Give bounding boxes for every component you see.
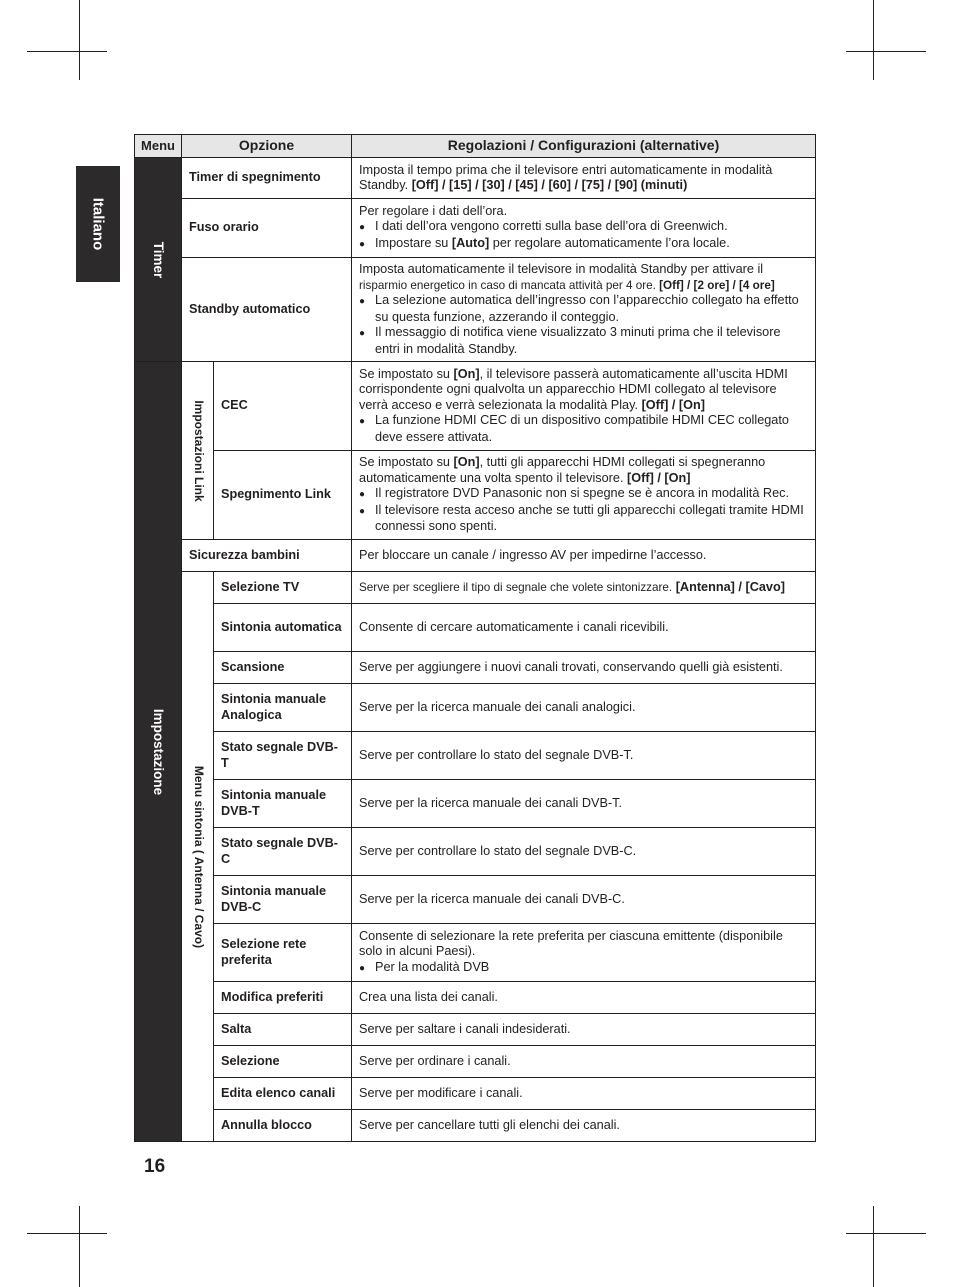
table-row <box>135 828 816 876</box>
table-row <box>135 199 816 258</box>
table-row <box>135 158 816 199</box>
table-row <box>135 652 816 684</box>
table-row <box>135 1046 816 1078</box>
group-setup: Impostazione <box>135 362 182 1142</box>
table-header-row <box>135 135 816 158</box>
option-desc: Serve per cancellare tutti gli elenchi dei canali. <box>352 1110 816 1142</box>
table-row <box>135 1110 816 1142</box>
option-name: Salta <box>214 1014 352 1046</box>
option-name: Scansione <box>214 652 352 684</box>
option-name: Sintonia manuale DVB-T <box>214 780 352 828</box>
option-name: Modifica preferiti <box>214 982 352 1014</box>
table-row <box>135 876 816 924</box>
option-name: Selezione rete preferita <box>214 924 352 982</box>
crop-mark <box>27 51 107 52</box>
crop-mark <box>873 1206 874 1287</box>
option-name: Sintonia automatica <box>214 604 352 652</box>
table-row <box>135 572 816 604</box>
option-desc: Imposta automaticamente il televisore in modalità Standby per attivare il risparmio energetico in caso di mancata attività per 4 ore. [Off] / [2 ore] / [4 ore] ● La selezione automatica dell’ingresso con l’apparecchio collegato ha effetto su questa funzione, azzerando il conteggio. ● Il messaggio di notifica viene visualizzato 3 minuti prima che il televisore entri in modalità Standby. <box>352 258 816 362</box>
option-desc: Serve per scegliere il tipo di segnale che volete sintonizzare. [Antenna] / [Cavo] <box>352 572 816 604</box>
crop-mark <box>846 51 926 52</box>
table-row <box>135 684 816 732</box>
subgroup-tuning: Menu sintonia ( Antenna / Cavo) <box>182 572 214 1142</box>
option-name: Annulla blocco <box>214 1110 352 1142</box>
header-settings: Regolazioni / Configurazioni (alternative) <box>352 135 816 158</box>
header-menu: Menu <box>135 135 182 158</box>
option-desc: Serve per controllare lo stato del segnale DVB-T. <box>352 732 816 780</box>
option-desc: Serve per saltare i canali indesiderati. <box>352 1014 816 1046</box>
option-desc: Consente di cercare automaticamente i canali ricevibili. <box>352 604 816 652</box>
table-row <box>135 1014 816 1046</box>
crop-mark <box>79 0 80 80</box>
option-desc: Crea una lista dei canali. <box>352 982 816 1014</box>
header-option: Opzione <box>182 135 352 158</box>
option-desc: Serve per ordinare i canali. <box>352 1046 816 1078</box>
language-tab <box>76 166 120 282</box>
option-name: Sintonia manuale Analogica <box>214 684 352 732</box>
table-row <box>135 540 816 572</box>
table-row <box>135 982 816 1014</box>
settings-table <box>134 134 816 1142</box>
crop-mark <box>873 0 874 80</box>
option-name: Sintonia manuale DVB-C <box>214 876 352 924</box>
option-desc: Se impostato su [On], tutti gli apparecchi HDMI collegati si spegneranno automaticamente una volta spento il televisore. [Off] / [On] ● Il registratore DVD Panasonic non si spegne se è ancora in modalità Rec. ● Il televisore resta acceso anche se tutti gli apparecchi collegati tramite HDMI connessi sono spenti. <box>352 451 816 540</box>
subgroup-link: Impostazioni Link <box>182 362 214 540</box>
option-desc: Per regolare i dati dell’ora. ● I dati dell’ora vengono corretti sulla base dell’ora di Greenwich. ● Impostare su [Auto] per regolare automaticamente l’ora locale. <box>352 199 816 258</box>
crop-mark <box>27 1233 107 1234</box>
page-number: 16 <box>144 1156 166 1177</box>
option-name: Selezione <box>214 1046 352 1078</box>
table-row <box>135 362 816 451</box>
option-name: Fuso orario <box>182 199 352 258</box>
option-name: Selezione TV <box>214 572 352 604</box>
option-desc: Se impostato su [On], il televisore passerà automaticamente all’uscita HDMI corrispondente ogni qualvolta un apparecchio HDMI collegato al televisore verrà acceso e verrà selezionata la modalità Play. [Off] / [On] ● La funzione HDMI CEC di un dispositivo compatibile HDMI CEC collegato deve essere attivata. <box>352 362 816 451</box>
option-name: Stato segnale DVB-T <box>214 732 352 780</box>
table-row <box>135 780 816 828</box>
option-name: Standby automatico <box>182 258 352 362</box>
option-desc: Serve per la ricerca manuale dei canali DVB-C. <box>352 876 816 924</box>
table-row <box>135 258 816 362</box>
table-row <box>135 451 816 540</box>
language-label: Italiano <box>89 197 107 251</box>
option-desc: Serve per la ricerca manuale dei canali DVB-T. <box>352 780 816 828</box>
table-row <box>135 732 816 780</box>
option-name: Spegnimento Link <box>214 451 352 540</box>
option-desc: Serve per aggiungere i nuovi canali trovati, conservando quelli già esistenti. <box>352 652 816 684</box>
crop-mark <box>846 1233 926 1234</box>
option-name: Sicurezza bambini <box>182 540 352 572</box>
table-row <box>135 924 816 982</box>
option-desc: Per bloccare un canale / ingresso AV per impedirne l’accesso. <box>352 540 816 572</box>
option-name: Stato segnale DVB-C <box>214 828 352 876</box>
option-desc: Imposta il tempo prima che il televisore entri automaticamente in modalità Standby. [Off] / [15] / [30] / [45] / [60] / [75] / [90] (minuti) <box>352 158 816 199</box>
option-desc: Serve per controllare lo stato del segnale DVB-C. <box>352 828 816 876</box>
option-name: Timer di spegnimento <box>182 158 352 199</box>
option-name: Edita elenco canali <box>214 1078 352 1110</box>
option-desc: Consente di selezionare la rete preferita per ciascuna emittente (disponibile solo in alcuni Paesi). ● Per la modalità DVB <box>352 924 816 982</box>
option-desc: Serve per la ricerca manuale dei canali analogici. <box>352 684 816 732</box>
table-row <box>135 1078 816 1110</box>
option-desc: Serve per modificare i canali. <box>352 1078 816 1110</box>
group-timer: Timer <box>135 158 182 362</box>
option-name: CEC <box>214 362 352 451</box>
crop-mark <box>79 1206 80 1287</box>
table-row <box>135 604 816 652</box>
